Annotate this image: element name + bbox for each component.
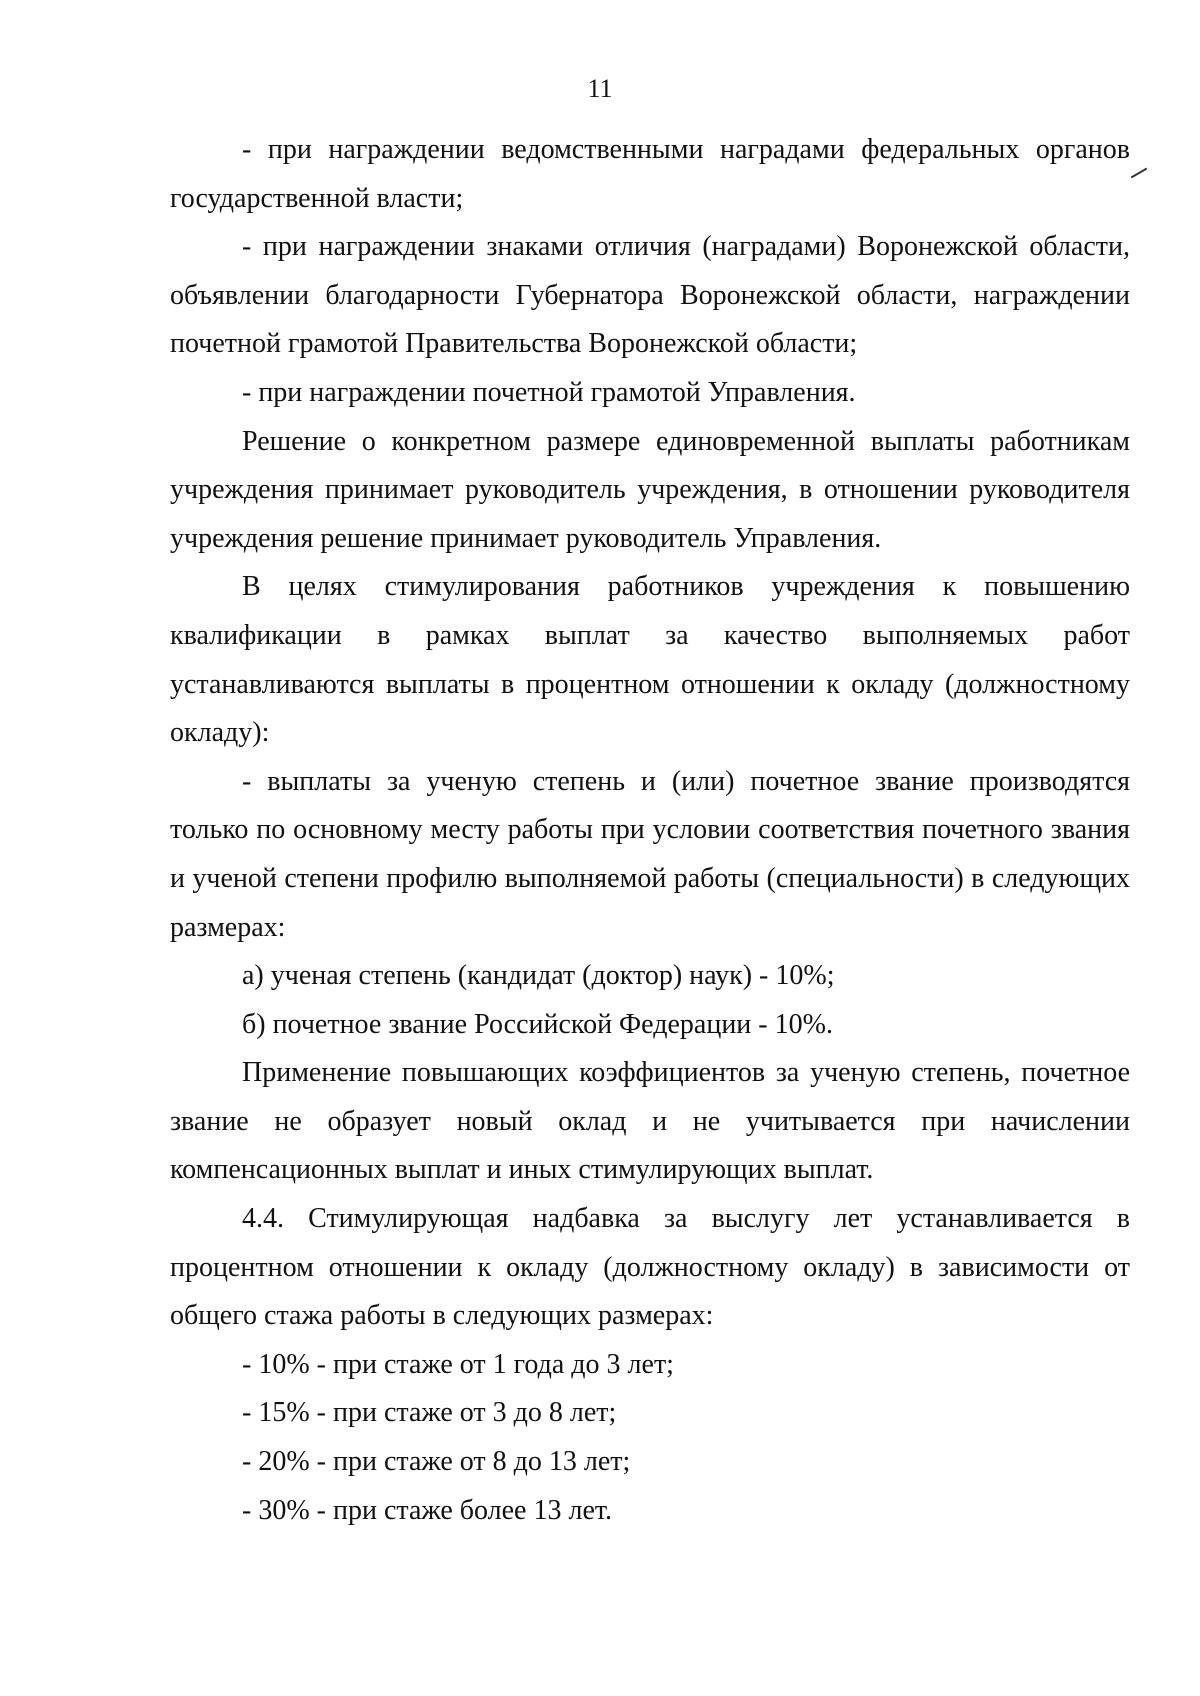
- list-item-academic-degree: а) ученая степень (кандидат (доктор) наук) - 10%;: [242, 960, 835, 992]
- pen-mark: [1131, 168, 1148, 179]
- list-item-seniority-15: - 15% - при стаже от 3 до 8 лет;: [242, 1397, 617, 1429]
- paragraph-payment-decision: Решение о конкретном размере единовременной выплаты работникам учреждения принимает руководитель учреждения, в отношении руководителя учреждения решение принимает руководитель Управления.: [170, 425, 1130, 554]
- paragraph-degree-title-payments: - выплаты за ученую степень и (или) почетное звание производятся только по основному месту работы при условии соответствия почетного звания и ученой степени профилю выполняемой работы (специальности) в следующих размерах:: [170, 765, 1130, 943]
- paragraph-qualification-incentives: В целях стимулирования работников учреждения к повышению квалификации в рамках выплат за качество выполняемых работ устанавливаются выплаты в процентном отношении к окладу (должностному окладу):: [170, 571, 1130, 749]
- list-item-honorary-title: б) почетное звание Российской Федерации - 10%.: [242, 1008, 833, 1040]
- list-item-seniority-30: - 30% - при стаже более 13 лет.: [242, 1494, 613, 1526]
- paragraph-coefficients: Применение повышающих коэффициентов за ученую степень, почетное звание не образует новый оклад и не учитывается при начислении компенсационных выплат и иных стимулирующих выплат.: [170, 1057, 1130, 1186]
- list-item-seniority-10: - 10% - при стаже от 1 года до 3 лет;: [242, 1348, 674, 1380]
- page-number: 11: [587, 74, 613, 103]
- paragraph-regional-awards: - при награждении знаками отличия (наградами) Воронежской области, объявлении благодарности Губернатора Воронежской области, награждении почетной грамотой Правительства Воронежской области;: [170, 231, 1130, 360]
- paragraph-department-certificate: - при награждении почетной грамотой Управления.: [242, 376, 856, 408]
- paragraph-federal-awards: - при награждении ведомственными наградами федеральных органов государственной власти;: [170, 134, 1130, 214]
- paragraph-seniority-bonus: 4.4. Стимулирующая надбавка за выслугу лет устанавливается в процентном отношении к окладу (должностному окладу) в зависимости от общего стажа работы в следующих размерах:: [170, 1203, 1130, 1332]
- list-item-seniority-20: - 20% - при стаже от 8 до 13 лет;: [242, 1446, 631, 1478]
- document-body: [170, 126, 1130, 1535]
